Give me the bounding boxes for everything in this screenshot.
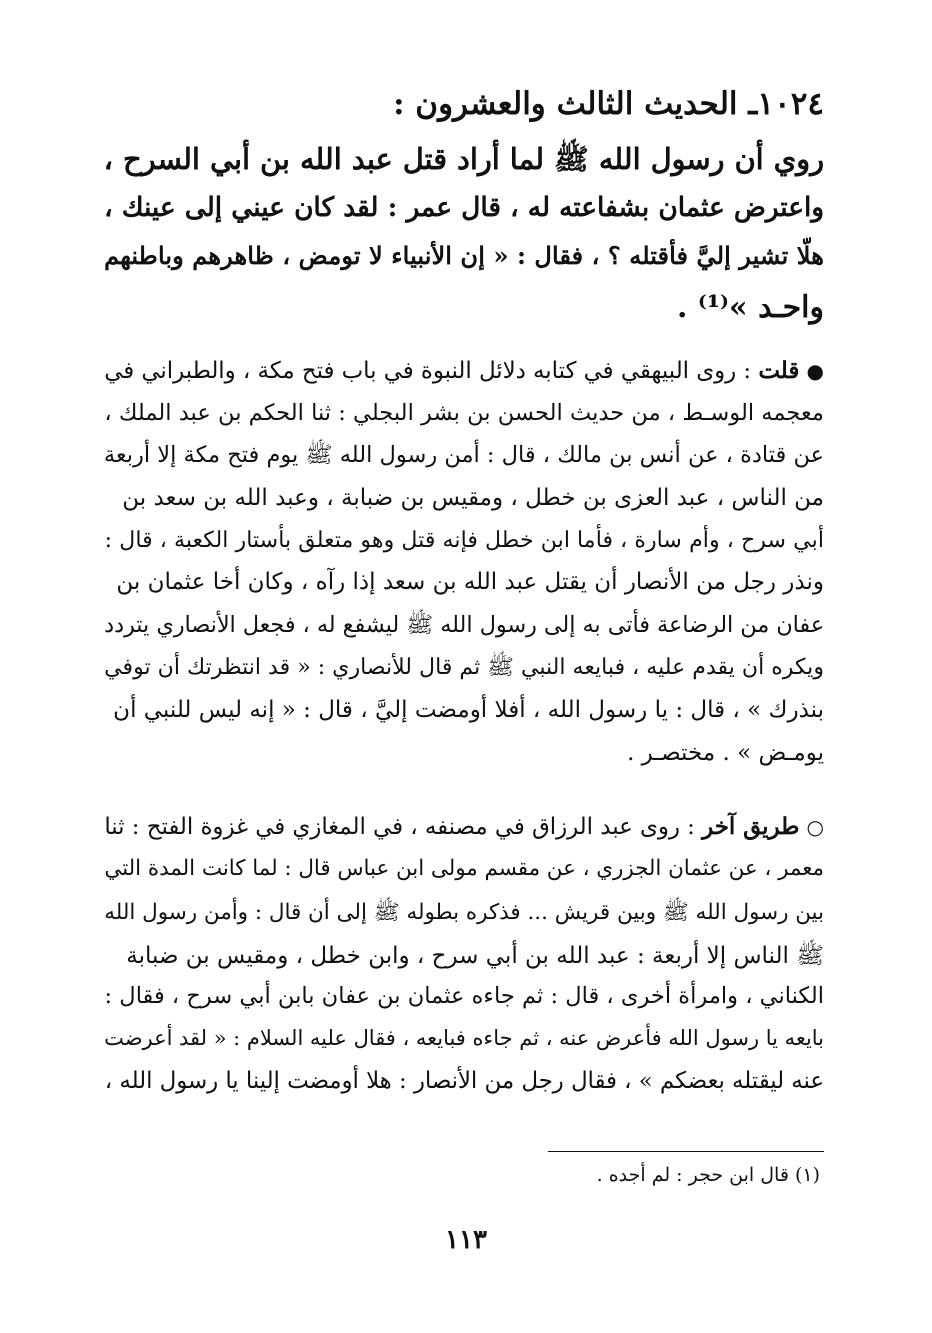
hadith-line: واحـد »⁽¹⁾ . — [676, 290, 824, 325]
filled-bullet-icon: ● — [806, 359, 824, 383]
another-route-line: بايعه يا رسول الله فأعرض عنه ، ثم جاءه فبايعه ، فقال عليه السلام : « لقد أعرضت — [104, 1026, 824, 1050]
commentary-line: يومـض » . مختصـر . — [627, 740, 824, 766]
commentary-first-line-text: : روى البيهقي في كتابه دلائل النبوة في باب فتح مكة ، والطبراني في — [104, 358, 752, 384]
commentary-lead: قلت — [758, 358, 800, 384]
another-route-line: بين رسول الله ﷺ وبين قريش ... فذكره بطوله ﷺ إلى أن قال : وأمن رسول الله — [104, 900, 824, 925]
commentary-line: أبي سرح ، وأم سارة ، فأما ابن خطل فإنه قتل وهو متعلق بأستار الكعبة ، قال : — [104, 527, 824, 553]
another-route-line: ﷺ الناس إلا أربعة : عبد الله بن أبي سرح ، وابن خطل ، ومقيس بن ضبابة — [126, 943, 824, 969]
hadith-line: هلّا تشير إليَّ فأقتله ؟ ، فقال : « إن الأنبياء لا تومض ، ظاهرهم وباطنهم — [104, 241, 824, 270]
another-route-lead: طريق آخر — [702, 814, 800, 840]
page-number: ١١٣ — [445, 1225, 487, 1255]
commentary-line: عن قتادة ، عن أنس بن مالك ، قال : أمن رسول الله ﷺ يوم فتح مكة إلا أربعة — [103, 442, 824, 468]
commentary-line: بنذرك » ، قال : يا رسول الله ، أفلا أومضت إليَّ ، قال : « إنه ليس للنبي أن — [113, 697, 824, 723]
another-route-line: معمر ، عن عثمان الجزري ، عن مقسم مولى ابن عباس قال : لما كانت المدة التي — [104, 856, 824, 881]
hadith-line: روي أن رسول الله ﷺ لما أراد قتل عبد الله بن أبي السرح ، — [103, 142, 824, 176]
hadith-line: واعترض عثمان بشفاعته له ، قال عمر : لقد كان عيني إلى عينك ، — [104, 192, 824, 223]
commentary-line: من الناس ، عبد العزى بن خطل ، ومقيس بن ضبابة ، وعبد الله بن سعد بن — [122, 485, 824, 511]
hadith-heading: ١٠٢٤ـ الحديث الثالث والعشرون : — [393, 86, 824, 122]
footnote: (١) قال ابن حجر : لم أجده . — [596, 1164, 820, 1186]
commentary-line: ويكره أن يقدم عليه ، فبايعه النبي ﷺ ثم قال للأنصاري : « قد انتظرتك أن توفي — [104, 655, 824, 680]
another-route-first-line — [104, 814, 824, 840]
commentary-line: عفان من الرضاعة فأتى به إلى رسول الله ﷺ ليشفع له ، فجعل الأنصاري يتردد — [104, 612, 824, 638]
another-route-line: الكناني ، وامرأة أخرى ، قال : ثم جاءه عثمان بن عفان بابن أبي سرح ، فقال : — [104, 983, 824, 1009]
commentary-line: معجمه الوسـط ، من حديث الحسن بن بشر البجلي : ثنا الحكم بن عبد الملك ، — [104, 400, 824, 426]
commentary-first-line — [104, 358, 824, 384]
hollow-bullet-icon: ○ — [806, 815, 824, 839]
another-route-first-line-text: : روى عبد الرزاق في مصنفه ، في المغازي في غزوة الفتح : ثنا — [104, 814, 695, 840]
commentary-line: ونذر رجل من الأنصار أن يقتل عبد الله بن سعد إذا رآه ، وكان أخا عثمان بن — [116, 569, 824, 595]
another-route-line: عنه ليقتله بعضكم » ، فقال رجل من الأنصار : هلا أومضت إلينا يا رسول الله ، — [104, 1068, 824, 1094]
footnote-divider — [548, 1151, 824, 1152]
